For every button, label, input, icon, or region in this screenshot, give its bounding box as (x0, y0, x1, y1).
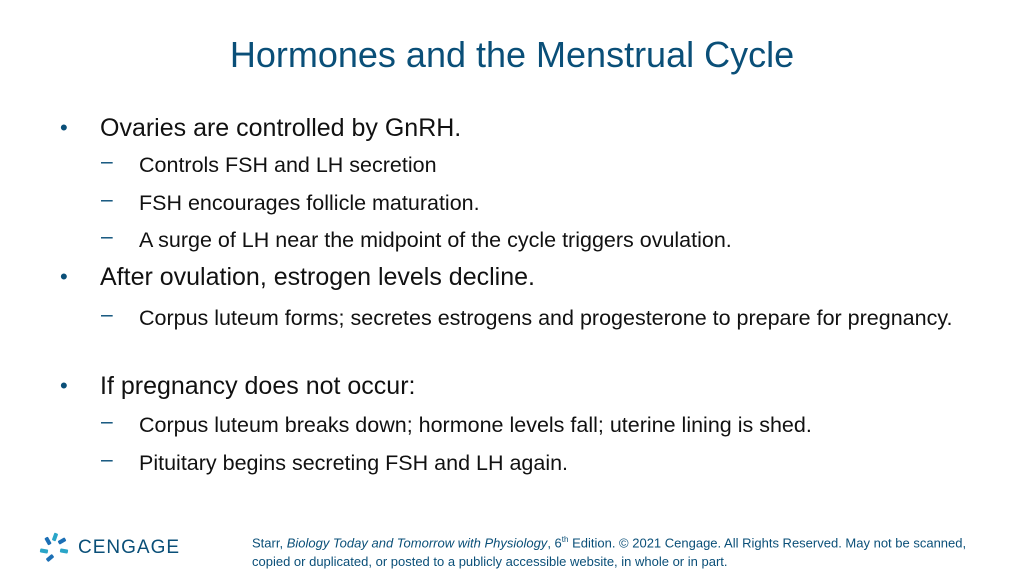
copyright-footer (252, 530, 1002, 571)
footer-author: Starr, (252, 535, 287, 551)
sub-bullet-item (101, 303, 969, 333)
sub-bullet-text: Pituitary begins secreting FSH and LH again. (139, 451, 569, 475)
dash-icon: – (101, 410, 113, 433)
bullet-text: After ovulation, estrogen levels decline. (100, 263, 535, 291)
footer-edition-sup: th (561, 535, 569, 544)
cengage-logo (38, 532, 180, 564)
sub-bullet-text: Controls FSH and LH secretion (139, 153, 437, 177)
sub-bullet-text: FSH encourages follicle maturation. (139, 191, 480, 215)
bullet-text: Ovaries are controlled by GnRH. (100, 114, 462, 142)
bullet-dot-icon: • (60, 115, 68, 140)
sub-bullet-item (101, 225, 969, 255)
bullet-item (60, 262, 535, 292)
bullet-dot-icon: • (60, 264, 68, 289)
cengage-logo-text: CENGAGE (78, 537, 181, 558)
dash-icon: – (101, 448, 113, 471)
slide-title: Hormones and the Menstrual Cycle (229, 34, 795, 75)
dash-icon: – (101, 150, 113, 173)
sub-bullet-item (101, 410, 969, 440)
dash-icon: – (101, 188, 113, 211)
cengage-logo-icon (38, 532, 72, 564)
footer-rights: Edition. © 2021 Cengage. All Rights Reserved. May not be scanned, copied or duplicated, or posted to a publicly accessible website, in whole or in part. (252, 535, 967, 570)
dash-icon: – (101, 225, 113, 248)
sub-bullet-item (101, 150, 969, 180)
bullet-text: If pregnancy does not occur: (100, 372, 416, 400)
sub-bullet-item (101, 448, 969, 478)
sub-bullet-text: A surge of LH near the midpoint of the cycle triggers ovulation. (139, 228, 732, 252)
sub-bullet-text: Corpus luteum forms; secretes estrogens and progesterone to prepare for pregnancy. (139, 306, 953, 330)
bullet-item (60, 113, 462, 143)
footer-book-title: Biology Today and Tomorrow with Physiology (286, 535, 548, 551)
bullet-dot-icon: • (60, 373, 68, 398)
bullet-item (60, 371, 416, 401)
dash-icon: – (101, 303, 113, 326)
sub-bullet-item (101, 188, 969, 218)
sub-bullet-text: Corpus luteum breaks down; hormone levels fall; uterine lining is shed. (139, 413, 812, 437)
footer-edition: , 6 (547, 535, 562, 551)
